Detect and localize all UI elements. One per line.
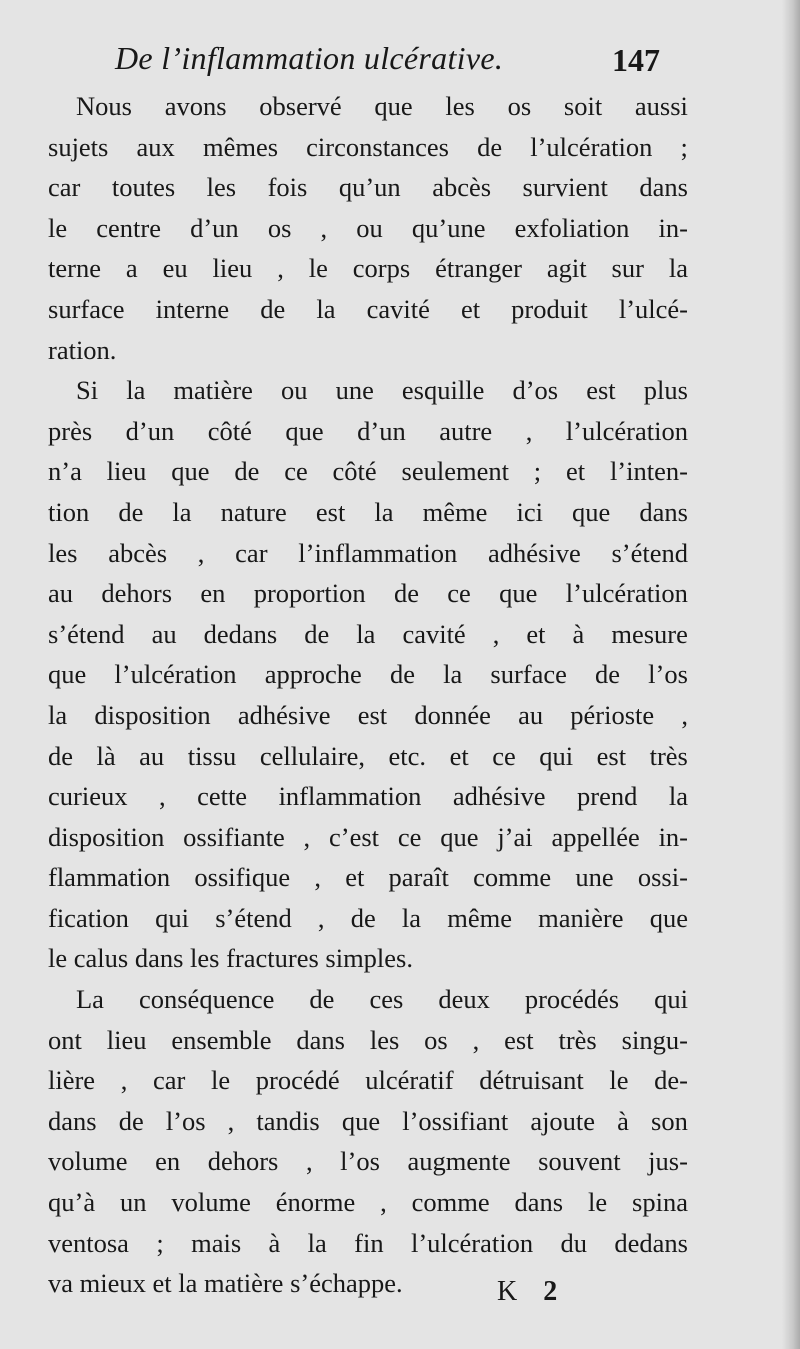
word: et: [460, 293, 481, 324]
word: ,: [158, 781, 166, 812]
word: c’est: [329, 821, 380, 852]
word: flammation: [48, 862, 171, 893]
word: volume: [48, 1146, 128, 1177]
word: que: [171, 456, 210, 487]
text-line: [48, 411, 688, 452]
word: matière: [173, 375, 253, 406]
word: de-: [654, 1065, 688, 1096]
word: même: [422, 496, 488, 527]
word: la: [668, 781, 688, 812]
word: s’étend: [215, 902, 292, 933]
word: mesure: [611, 618, 688, 649]
word: le: [210, 1065, 231, 1096]
text-line: [48, 898, 688, 939]
word: Nous: [76, 91, 132, 121]
word: l’os: [165, 1105, 206, 1136]
word: dehors: [101, 578, 173, 609]
word: lieu: [106, 456, 147, 487]
word: qu’une: [411, 212, 486, 243]
word: exfoliation: [514, 212, 630, 243]
word: ensemble: [171, 1024, 272, 1055]
word: cavité: [366, 293, 430, 324]
word: esquille: [401, 375, 485, 406]
word: la: [401, 902, 422, 933]
word: côté: [207, 415, 252, 446]
word: lieu: [106, 1024, 147, 1055]
word: ce: [492, 740, 516, 771]
word: que: [440, 821, 479, 852]
word: proportion: [253, 578, 366, 609]
word: détruisant: [479, 1065, 584, 1096]
word: disposition: [94, 699, 211, 730]
word: appellée: [551, 821, 640, 852]
word: nature: [220, 496, 287, 527]
word: le: [588, 1187, 608, 1218]
text-line: [48, 654, 688, 695]
word: les: [445, 91, 475, 121]
word: ,: [681, 699, 688, 730]
word: la: [126, 375, 146, 406]
word: d’un: [357, 415, 406, 446]
word: ou: [280, 375, 308, 406]
text-line: [48, 1060, 688, 1101]
word: in-: [658, 212, 688, 243]
word: que: [285, 415, 324, 446]
word: in-: [658, 821, 688, 852]
word: jus-: [648, 1146, 688, 1177]
word: la: [172, 496, 192, 527]
word: et: [565, 456, 586, 487]
word: curieux: [48, 781, 128, 812]
word: de: [393, 578, 419, 609]
running-head: [0, 40, 800, 84]
word: ;: [680, 131, 688, 162]
word: inflammation: [278, 781, 422, 812]
text-line: [48, 573, 688, 614]
word: os: [507, 91, 532, 121]
word: prend: [577, 781, 638, 812]
word: les: [369, 1024, 400, 1055]
page-number: 147: [612, 42, 660, 78]
word: os: [424, 1024, 448, 1055]
signature-letter: K: [497, 1276, 518, 1307]
word: du: [560, 1227, 587, 1258]
word: spina: [632, 1187, 688, 1218]
word: le: [308, 253, 328, 284]
text-line: [48, 1182, 688, 1223]
word: cette: [197, 781, 248, 812]
word: fois: [267, 172, 308, 203]
word: soit: [563, 91, 603, 121]
word: périoste: [570, 699, 655, 730]
word: disposition: [48, 821, 165, 852]
word: d’un: [190, 212, 239, 243]
word: la: [316, 293, 336, 324]
word: tion: [48, 496, 90, 527]
running-title: De l’inflammation ulcérative.: [115, 40, 504, 76]
word: ,: [277, 253, 284, 284]
word: énorme: [275, 1187, 356, 1218]
word: au: [151, 618, 177, 649]
word: s’étend: [611, 537, 688, 568]
word: os: [267, 212, 292, 243]
word: de: [48, 740, 74, 771]
word: l’os: [340, 1146, 380, 1177]
word: ossifiante: [183, 821, 285, 852]
word: les: [206, 172, 237, 203]
word: en: [200, 578, 226, 609]
text-line: [48, 289, 688, 330]
word: un: [119, 1187, 147, 1218]
text-line: [48, 614, 688, 655]
word: que: [499, 578, 538, 609]
word: souvent: [538, 1146, 621, 1177]
text-line: [48, 979, 688, 1020]
word: lière: [48, 1065, 96, 1096]
word: près: [48, 415, 93, 446]
word: n’a: [48, 456, 82, 487]
word: de: [350, 902, 376, 933]
text-line: [48, 370, 688, 411]
word: a: [125, 253, 138, 284]
word: approche: [264, 659, 362, 690]
word: ossifique: [194, 862, 291, 893]
word: ou: [356, 212, 383, 243]
text-line: [48, 533, 688, 574]
word: ,: [197, 537, 205, 568]
word: manière: [538, 902, 624, 933]
word: une: [575, 862, 614, 893]
text-line: ration.: [48, 334, 117, 365]
word: centre: [96, 212, 161, 243]
body-text: [48, 86, 688, 1304]
word: fin: [354, 1227, 384, 1258]
word: produit: [511, 293, 588, 324]
text-line: [48, 1020, 688, 1061]
word: la: [307, 1227, 327, 1258]
text-line: [48, 451, 688, 492]
word: l’ulcé-: [618, 293, 688, 324]
word: que: [649, 902, 688, 933]
word: et: [449, 740, 469, 771]
word: la: [356, 618, 376, 649]
word: est: [504, 1024, 534, 1055]
word: autre: [439, 415, 493, 446]
word: augmente: [407, 1146, 511, 1177]
word: la: [443, 659, 463, 690]
word: surface: [490, 659, 567, 690]
word: très: [558, 1024, 597, 1055]
text-line: [48, 86, 688, 127]
word: l’inflammation: [298, 537, 458, 568]
word: est: [315, 496, 346, 527]
word: que: [48, 659, 87, 690]
word: de: [260, 293, 286, 324]
word: ;: [156, 1227, 164, 1258]
word: qu’à: [48, 1187, 96, 1218]
word: procédé: [255, 1065, 340, 1096]
page-edge-shadow: [782, 0, 800, 1349]
text-line: [48, 776, 688, 817]
word: ,: [472, 1024, 480, 1055]
word: qu’un: [338, 172, 401, 203]
word: volume: [171, 1187, 251, 1218]
word: adhésive: [237, 699, 331, 730]
word: de: [309, 984, 335, 1015]
word: cavité: [402, 618, 466, 649]
word: dehors: [207, 1146, 279, 1177]
word: côté: [332, 456, 377, 487]
word: l’ulcération: [565, 415, 688, 446]
word: ,: [303, 821, 311, 852]
word: j’ai: [497, 821, 533, 852]
word: au: [518, 699, 544, 730]
word: dedans: [203, 618, 278, 649]
word: observé: [259, 91, 342, 121]
word: abcès: [108, 537, 168, 568]
word: car: [235, 537, 268, 568]
word: la: [668, 253, 688, 284]
word: à: [572, 618, 585, 649]
word: l’ossifiant: [402, 1105, 509, 1136]
word: que: [572, 496, 611, 527]
word: son: [651, 1105, 688, 1136]
word: à: [617, 1105, 629, 1136]
word: sujets: [48, 131, 109, 162]
word: comme: [411, 1187, 490, 1218]
word: très: [649, 740, 688, 771]
word: de: [304, 618, 330, 649]
word: agit: [546, 253, 587, 284]
word: adhésive: [452, 781, 546, 812]
word: mêmes: [202, 131, 279, 162]
word: en: [155, 1146, 181, 1177]
word: est: [357, 699, 388, 730]
word: seulement: [401, 456, 509, 487]
word: conséquence: [138, 984, 275, 1015]
text-line: [48, 736, 688, 777]
word: de: [389, 659, 415, 690]
word: abcès: [432, 172, 492, 203]
text-line: le calus dans les fractures simples.: [48, 943, 413, 974]
word: corps: [352, 253, 411, 284]
word: avons: [164, 91, 227, 121]
word: ,: [317, 902, 325, 933]
word: sur: [611, 253, 644, 284]
word: survient: [522, 172, 608, 203]
word: ont: [48, 1024, 82, 1055]
word: que: [374, 91, 413, 121]
word: de: [595, 659, 621, 690]
word: ulcératif: [365, 1065, 454, 1096]
text-line: [48, 1101, 688, 1142]
word: ossi-: [637, 862, 688, 893]
text-line: [48, 208, 688, 249]
word: de: [118, 496, 144, 527]
word: de: [234, 456, 260, 487]
signature-number: 2: [543, 1276, 558, 1307]
word: là: [96, 740, 116, 771]
word: de: [477, 131, 503, 162]
word: ,: [525, 415, 533, 446]
word: Si: [76, 375, 99, 406]
word: dans: [639, 172, 688, 203]
word: car: [152, 1065, 186, 1096]
text-line: [48, 1223, 688, 1264]
text-line: [48, 127, 688, 168]
text-line: [48, 1141, 688, 1182]
word: est: [596, 740, 627, 771]
word: que: [341, 1105, 381, 1136]
word: dans: [514, 1187, 564, 1218]
text-line: [48, 857, 688, 898]
word: ,: [227, 1105, 235, 1136]
word: ce: [397, 821, 422, 852]
word: qui: [155, 902, 189, 933]
word: ,: [320, 212, 328, 243]
word: ,: [380, 1187, 387, 1218]
word: donnée: [414, 699, 491, 730]
signature-mark: [497, 1276, 557, 1308]
word: dedans: [614, 1227, 688, 1258]
word: aux: [136, 131, 175, 162]
word: plus: [643, 375, 688, 406]
word: eu: [162, 253, 188, 284]
text-line: va mieux et la matière s’échappe.: [48, 1268, 403, 1299]
word: aussi: [634, 91, 688, 121]
word: d’os: [512, 375, 559, 406]
text-line: [48, 248, 688, 289]
word: le: [609, 1065, 629, 1096]
word: deux: [438, 984, 490, 1015]
word: l’ulcération: [410, 1227, 534, 1258]
word: etc.: [388, 740, 427, 771]
word: tissu: [187, 740, 237, 771]
word: ce: [447, 578, 471, 609]
word: d’un: [125, 415, 175, 446]
word: ces: [369, 984, 404, 1015]
word: mais: [191, 1227, 242, 1258]
word: circonstances: [306, 131, 449, 162]
word: étranger: [435, 253, 522, 284]
text-line: [48, 167, 688, 208]
word: toutes: [111, 172, 176, 203]
text-line: [48, 695, 688, 736]
word: tandis: [256, 1105, 320, 1136]
word: la: [48, 699, 68, 730]
word: singu-: [621, 1024, 688, 1055]
word: procédés: [524, 984, 620, 1015]
word: qui: [654, 984, 688, 1015]
word: terne: [48, 253, 101, 284]
word: est: [586, 375, 616, 406]
word: l’inten-: [609, 456, 688, 487]
word: même: [447, 902, 512, 933]
word: dans: [48, 1105, 97, 1136]
word: ce: [284, 456, 308, 487]
word: ;: [533, 456, 542, 487]
word: ici: [516, 496, 543, 527]
word: cellulaire,: [259, 740, 366, 771]
word: ventosa: [48, 1227, 129, 1258]
word: à: [268, 1227, 281, 1258]
word: dans: [296, 1024, 345, 1055]
word: paraît: [388, 862, 449, 893]
word: et: [345, 862, 365, 893]
word: surface: [48, 293, 125, 324]
word: La: [76, 984, 104, 1015]
word: adhésive: [488, 537, 581, 568]
word: ,: [492, 618, 500, 649]
word: au: [139, 740, 165, 771]
word: dans: [639, 496, 688, 527]
word: s’étend: [48, 618, 125, 649]
word: comme: [473, 862, 552, 893]
word: le: [48, 212, 68, 243]
word: interne: [155, 293, 230, 324]
word: ,: [314, 862, 321, 893]
word: l’os: [648, 659, 688, 690]
word: l’ulcération: [530, 131, 653, 162]
word: ajoute: [530, 1105, 596, 1136]
word: car: [48, 172, 81, 203]
word: l’ulcération: [114, 659, 237, 690]
word: ,: [120, 1065, 128, 1096]
word: ,: [305, 1146, 313, 1177]
word: de: [118, 1105, 144, 1136]
word: qui: [539, 740, 574, 771]
word: fication: [48, 902, 129, 933]
word: l’ulcération: [565, 578, 688, 609]
text-line: [48, 492, 688, 533]
text-line: [48, 817, 688, 858]
word: une: [335, 375, 374, 406]
word: au: [48, 578, 74, 609]
word: les: [48, 537, 78, 568]
word: la: [374, 496, 394, 527]
word: et: [526, 618, 546, 649]
word: lieu: [212, 253, 253, 284]
